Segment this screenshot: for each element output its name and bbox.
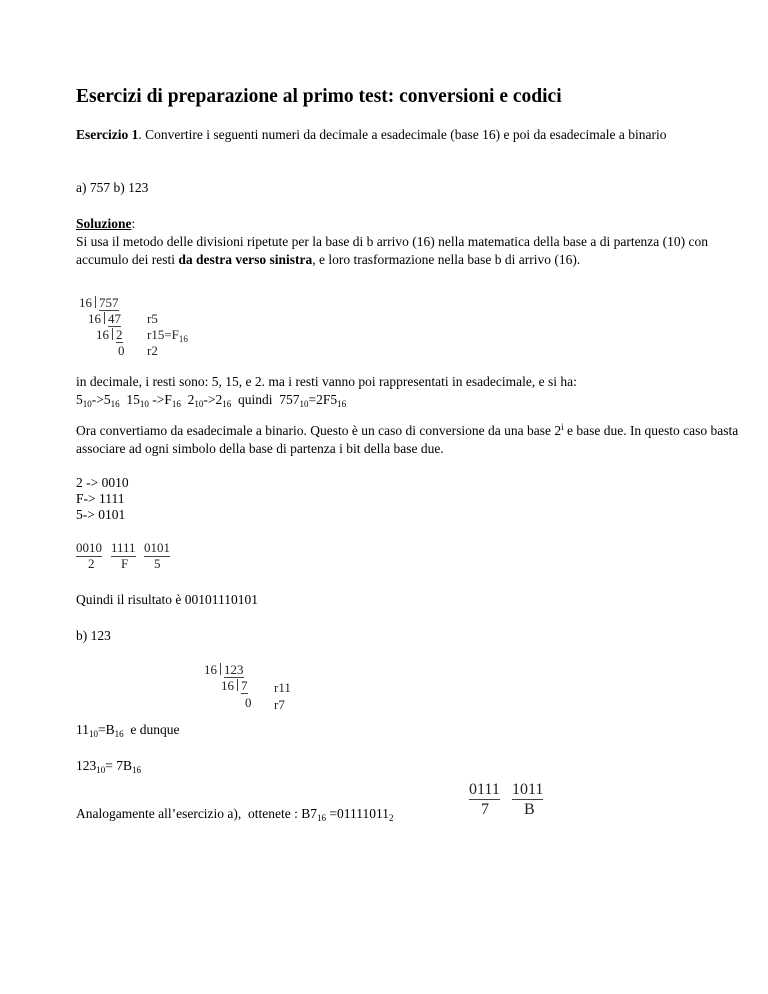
exercise-1-items: a) 757 b) 123 <box>76 180 149 195</box>
map-line: 5-> 0101 <box>76 507 126 522</box>
solution-label: Soluzione <box>76 216 132 231</box>
remainder: r7 <box>274 697 285 712</box>
remainders-conversion <box>76 392 346 408</box>
hex-digit: 2 <box>88 556 95 571</box>
divisor: 16 <box>204 662 217 677</box>
divisor: 16 <box>88 311 101 326</box>
hex-to-binary-text <box>76 422 746 458</box>
solution-colon: : <box>131 216 136 231</box>
s: 16 <box>222 399 232 409</box>
s: 16 <box>132 765 141 775</box>
division-row <box>204 662 244 678</box>
division-row <box>96 327 123 343</box>
t: ->F <box>148 392 172 407</box>
remainder-sub: 16 <box>178 334 188 344</box>
bit-group: 0010 <box>76 540 102 555</box>
hex-digit: 5 <box>154 556 161 571</box>
exercise-1-statement <box>76 126 716 144</box>
map-line: 2 -> 0010 <box>76 475 129 490</box>
solution-text-2: , e loro trasformazione nella base b di arrivo (16). <box>312 252 581 267</box>
quotient-final: 0 <box>118 343 125 358</box>
solution-heading <box>76 216 135 232</box>
divisor: 16 <box>96 327 109 342</box>
dividend: 123 <box>224 662 244 677</box>
divisor: 16 <box>79 295 92 310</box>
t: 123 <box>76 758 97 773</box>
t: 11 <box>76 722 89 737</box>
t: e dunque <box>123 722 180 737</box>
s: 10 <box>139 399 149 409</box>
solution-text-1: Si usa il metodo delle divisioni ripetute per la base di b arrivo (16) nella matematica della base a di partenza (10) con accumulo dei resti <box>76 234 709 267</box>
t: = 7B <box>105 758 132 773</box>
hex-digit: B <box>524 801 535 818</box>
t: =B <box>98 722 115 737</box>
remainder: r11 <box>274 680 291 695</box>
s: 16 <box>337 399 347 409</box>
t: ->2 <box>203 392 223 407</box>
s: 2 <box>389 813 394 823</box>
s: 10 <box>299 399 309 409</box>
exercise-1-label: Esercizio 1 <box>76 127 139 142</box>
t: 5 <box>76 392 83 407</box>
s: 16 <box>171 399 181 409</box>
t: ->5 <box>91 392 111 407</box>
bit-group: 1011 <box>512 781 544 798</box>
t: Ora convertiamo da esadecimale a binario. Questo è un caso di conversione da una base 2 <box>76 423 562 438</box>
hex-digit: 7 <box>481 801 489 818</box>
division-row <box>221 678 248 694</box>
s: 10 <box>194 399 204 409</box>
division-row <box>88 311 121 327</box>
s: 16 <box>317 813 327 823</box>
bit-group: 0101 <box>144 540 170 555</box>
dividend: 7 <box>241 678 248 693</box>
result-line: Quindi il risultato è 00101110101 <box>76 592 258 607</box>
remainder <box>147 327 188 343</box>
analog-line <box>76 806 394 822</box>
s: 16 <box>114 729 124 739</box>
conversion-123 <box>76 758 141 774</box>
conversion-11 <box>76 722 179 738</box>
part-b-label: b) 123 <box>76 628 111 643</box>
hex-digit: F <box>121 556 129 571</box>
bit-group: 1111 <box>111 540 136 555</box>
dividend: 2 <box>116 327 123 342</box>
t: =2F5 <box>308 392 338 407</box>
t: quindi 757 <box>231 392 300 407</box>
solution-text <box>76 233 736 269</box>
remainder: r2 <box>147 343 158 358</box>
remainder-text: r15=F <box>147 327 179 342</box>
t: =01111011 <box>326 806 390 821</box>
superscript: i <box>561 422 564 432</box>
dividend: 757 <box>99 295 119 310</box>
bit-group: 0111 <box>469 781 500 798</box>
remainder: r5 <box>147 311 158 326</box>
map-line: F-> 1111 <box>76 491 125 506</box>
divisor: 16 <box>221 678 234 693</box>
t: 2 <box>180 392 195 407</box>
page-title: Esercizi di preparazione al primo test: conversioni e codici <box>76 86 562 107</box>
s: 10 <box>89 729 98 739</box>
remainders-text: in decimale, i resti sono: 5, 15, e 2. ma i resti vanno poi rappresentati in esadecimale, e si ha: <box>76 374 577 389</box>
t: 15 <box>119 392 140 407</box>
solution-text-bold: da destra verso sinistra <box>178 252 313 267</box>
s: 10 <box>82 399 92 409</box>
s: 10 <box>96 765 106 775</box>
t: Analogamente all’esercizio a), ottenete : B7 <box>76 806 318 821</box>
division-row <box>79 295 119 311</box>
t: e base due. In questo caso basta associare ad ogni simbolo della base di partenza i bit della base due. <box>76 423 739 456</box>
exercise-1-text: . Convertire i seguenti numeri da decimale a esadecimale (base 16) e poi da esadecimale a binario <box>138 127 667 142</box>
s: 16 <box>110 399 120 409</box>
dividend: 47 <box>108 311 121 326</box>
quotient-final: 0 <box>245 695 252 710</box>
